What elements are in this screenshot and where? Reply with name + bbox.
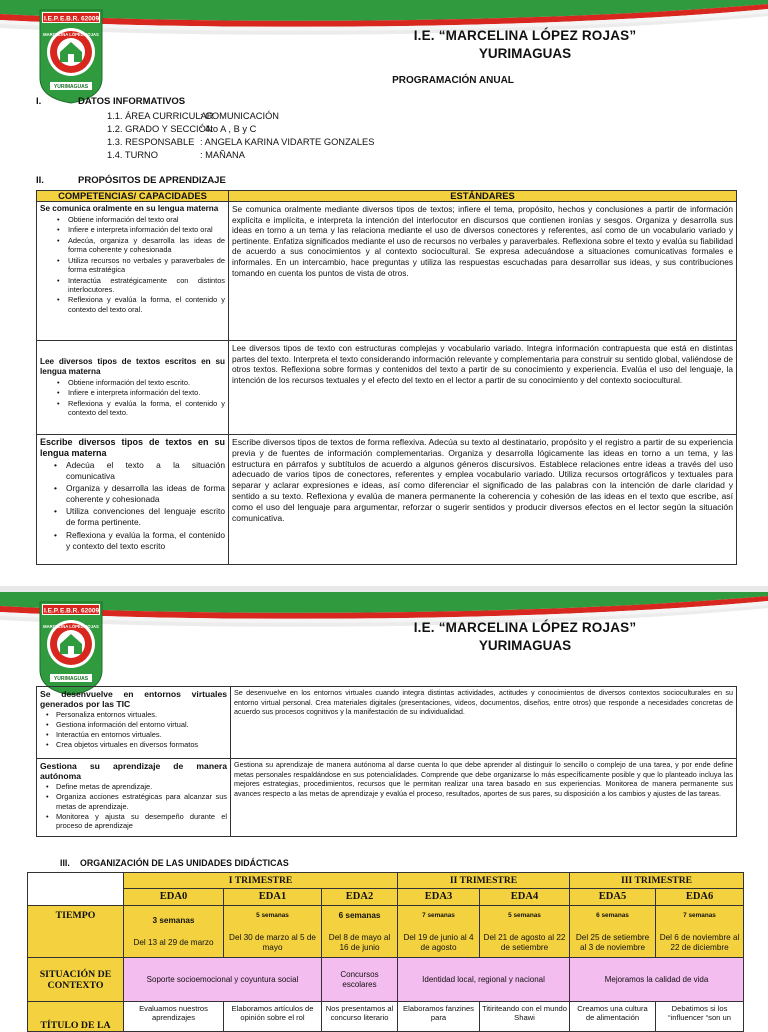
tiempo-cell: 7 semanas Del 6 de noviembre al 22 de diciembre xyxy=(656,906,744,958)
info-value: : MAÑANA xyxy=(200,150,245,160)
list-item: • Organiza acciones estratégicas para alcanzar sus metas de aprendizaje. xyxy=(46,792,227,811)
titulo-cell: Elaboramos artículos de opinión sobre el rol xyxy=(224,1002,322,1032)
tiempo-cell: 5 semanas Del 30 de marzo al 5 de mayo xyxy=(224,906,322,958)
competencias-table-continued xyxy=(36,686,737,837)
tiempo-cell: 6 semanas Del 8 de mayo al 16 de junio xyxy=(322,906,398,958)
estandar-cell: Se comunica oralmente mediante diversos tipos de textos; infiere el tema, propósito, hechos y conclusiones a partir de información explícita e implícita, e interpreta la intención del interlocutor en discursos que contienen ironías y sesgos. Organiza y desarrolla sus ideas en torno a un tema y las relaciona mediante el uso de diversos conectores y referentes, así como de un vocabulario variado y pertinente. Enfatiza significados mediante el uso de recursos no verbales y paraverbales. Reflexiona sobre el texto y evalúa su fiabilidad de acuerdo a sus conocimientos y al contexto sociocultural. Se expresa adecuándose a situaciones comunicativas formales e informales. En un intercambio, hace preguntas y utiliza las respuestas escuchadas para desarrollar sus ideas, y sus contribuciones tomando en cuenta los puntos de vista de otros. xyxy=(229,202,737,341)
svg-text:E.B.R.: E.B.R. xyxy=(60,607,80,615)
estandar-cell: Lee diversos tipos de texto con estructuras complejas y vocabulario variado. Integra información contrapuesta que está en distintas partes del texto. Interpreta el texto considerando información relevante y complementaria para construir su sentido global, valiéndose de otros textos. Reflexiona sobre formas y contenidos del texto a partir de su conocimiento y experiencia. Evalúa el uso del lenguaje, la intención de los recursos textuales y el efecto del texto en el lector a partir de su conocimiento y del contexto sociocultural. xyxy=(229,341,737,435)
list-item: • Monitorea y ajusta su desempeño durante el proceso de aprendizaje xyxy=(46,811,227,830)
situacion-cell: Mejoramos la calidad de vida xyxy=(570,958,744,1002)
tiempo-cell: 5 semanas Del 21 de agosto al 22 de setiembre xyxy=(480,906,570,958)
tiempo-cell: 3 semanas Del 13 al 29 de marzo xyxy=(124,906,224,958)
section-number: II. xyxy=(36,175,44,186)
eda-header: EDA3 xyxy=(398,889,480,906)
table-row xyxy=(37,759,737,837)
tiempo-cell: 6 semanas Del 25 de setiembre al 3 de noviembre xyxy=(570,906,656,958)
info-value: : COMUNICACIÓN xyxy=(200,111,280,121)
situacion-cell: Identidad local, regional y nacional xyxy=(398,958,570,1002)
eda-header: EDA2 xyxy=(322,889,398,906)
list-item: • Utiliza convenciones del lenguaje escrito de forma pertinente. xyxy=(54,506,225,528)
trimestre-header: I TRIMESTRE xyxy=(124,873,398,889)
table-row xyxy=(37,341,737,435)
row-label-tiempo: TIEMPO xyxy=(28,906,124,958)
header-estandares: ESTÁNDARES xyxy=(229,191,737,202)
svg-text:MARCELINA LÓPEZ ROJAS: MARCELINA LÓPEZ ROJAS xyxy=(43,32,99,37)
svg-text:MARCELINA LÓPEZ ROJAS: MARCELINA LÓPEZ ROJAS xyxy=(43,624,99,629)
list-item: • Reflexiona y evalúa la forma, el contenido y contexto del texto oral. xyxy=(57,295,225,314)
info-value: : ANGELA KARINA VIDARTE GONZALES xyxy=(200,137,375,147)
competencia-title: Se desenvuelve en entornos virtuales generados por las TIC xyxy=(40,689,227,709)
table-row xyxy=(37,435,737,565)
capacidades-list xyxy=(40,782,227,831)
titulo-cell: Evaluamos nuestros aprendizajes xyxy=(124,1002,224,1032)
section-number: I. xyxy=(36,96,42,107)
list-item: • Organiza y desarrolla las ideas de forma coherente y cohesionada xyxy=(54,483,225,505)
section-number: III. xyxy=(60,858,70,868)
unidades-table xyxy=(27,872,744,1032)
list-item: • Infiere e interpreta información del texto oral xyxy=(57,225,213,235)
school-city: YURIMAGUAS xyxy=(478,46,572,61)
trimestre-header: II TRIMESTRE xyxy=(398,873,570,889)
capacidades-list xyxy=(40,710,227,750)
tiempo-cell: 7 semanas Del 19 de junio al 4 de agosto xyxy=(398,906,480,958)
section-title: DATOS INFORMATIVOS xyxy=(78,96,186,107)
section-title: ORGANIZACIÓN DE LAS UNIDADES DIDÁCTICAS xyxy=(80,858,289,868)
list-item: • Personaliza entornos virtuales. xyxy=(46,710,158,719)
situacion-cell: Soporte socioemocional y coyuntura social xyxy=(124,958,322,1002)
list-item: • Obtiene información del texto oral xyxy=(57,215,179,224)
info-label: 1.1. ÁREA CURRICULAR xyxy=(107,111,214,121)
list-item: • Adecúa, organiza y desarrolla las ideas de forma coherente y cohesionada xyxy=(57,235,225,255)
competencia-cell xyxy=(37,202,229,341)
competencia-title: Se comunica oralmente en su lengua materna xyxy=(40,204,219,213)
list-item: • Infiere e interpreta información del texto. xyxy=(57,388,201,398)
info-label: 1.3. RESPONSABLE xyxy=(107,137,195,147)
competencia-cell xyxy=(37,435,229,565)
estandar-cell: Gestiona su aprendizaje de manera autónoma al darse cuenta lo que debe aprender al distinguir lo sencillo o complejo de una tarea, y por ende define metas personales respaldándose en sus potencialidades. Comprende que debe organizarse lo más específicamente posible y que lo planteado incluya las mejores estrategias, procedimientos, recursos que le permitan realizar una tarea basado en sus experiencias. Monitorea de manera permanente sus avances respecto a las metas de aprendizaje y evalúa el proceso, resultados, aportes de sus pares, su disposición a los cambios y ajustes de las tareas. xyxy=(231,759,737,837)
document-title: PROGRAMACIÓN ANUAL xyxy=(392,75,514,86)
svg-text:YURIMAGUAS: YURIMAGUAS xyxy=(53,676,89,682)
school-city: YURIMAGUAS xyxy=(478,638,572,653)
situacion-cell: Concursos escolares xyxy=(322,958,398,1002)
table-row xyxy=(37,202,737,341)
svg-text:YURIMAGUAS: YURIMAGUAS xyxy=(53,84,89,90)
titulo-cell: Titiriteando con el mundo Shawi xyxy=(480,1002,570,1032)
school-crest-logo xyxy=(38,600,104,696)
competencia-cell xyxy=(37,687,231,759)
titulo-cell: Elaboramos fanzines para xyxy=(398,1002,480,1032)
competencia-title: Escribe diversos tipos de textos en su lengua materna xyxy=(40,437,225,458)
trimestre-header: III TRIMESTRE xyxy=(570,873,744,889)
list-item: • Obtiene información del texto escrito. xyxy=(57,377,191,387)
eda-header: EDA1 xyxy=(224,889,322,906)
row-label-titulo: TÍTULO DE LA xyxy=(28,1002,124,1032)
capacidades-list xyxy=(40,460,225,552)
list-item: • Gestiona información del entorno virtual. xyxy=(46,720,189,729)
corner-cell xyxy=(28,873,124,906)
titulo-cell: Creamos una cultura de alimentación xyxy=(570,1002,656,1032)
document-page-2 xyxy=(0,592,768,1031)
estandar-cell: Se desenvuelve en los entornos virtuales cuando integra distintas actividades, actitudes y conocimientos de diversos contextos socioculturales en su entorno virtual personal. Crea materiales digitales (presentaciones, videos, documentos, diseños, entre otros) que responde a necesidades concretas de acuerdo sus procesos cognitivos y la manifestación de su individualidad. xyxy=(231,687,737,759)
info-label: 1.4. TURNO xyxy=(107,150,158,160)
list-item: • Define metas de aprendizaje. xyxy=(46,782,153,791)
svg-text:E.B.R.: E.B.R. xyxy=(60,15,80,23)
trimestre-row xyxy=(28,873,744,889)
estandar-cell: Escribe diversos tipos de textos de forma reflexiva. Adecúa su texto al destinatario, propósito y el registro a partir de su experiencia previa y de fuentes de información complementarias. Organiza y desarrolla lógicamente las ideas en torno a un tema, y las estructura en párrafos y subtítulos de acuerdo a algunos géneros discursivos. Establece relaciones entre ideas a través del uso adecuado de varios tipos de conectores, referentes y emplea vocabulario variado. Utiliza recursos ortográficos y textuales para separar y aclarar expresiones e ideas, así como diferenciar el significado de las palabras con la intención de darle claridad y sentido a su texto. Reflexiona y evalúa de manera permanente la coherencia y cohesión de las ideas en el texto que escribe, así como el uso del lenguaje para argumentar, reforzar o sugerir sentidos y producir diversos efectos en el lector según la situación comunicativa. xyxy=(229,435,737,565)
list-item: • Interactúa en entornos virtuales. xyxy=(46,730,162,739)
table-row xyxy=(37,687,737,759)
school-name: I.E. “MARCELINA LÓPEZ ROJAS” xyxy=(413,620,637,635)
list-item: • Reflexiona y evalúa la forma, el contenido y contexto del texto. xyxy=(57,398,225,417)
school-name: I.E. “MARCELINA LÓPEZ ROJAS” xyxy=(413,28,637,43)
section-title: PROPÓSITOS DE APRENDIZAJE xyxy=(78,175,226,186)
school-crest-logo xyxy=(38,8,104,104)
titulo-cell: Debatimos si los “influencer “son un xyxy=(656,1002,744,1032)
capacidades-list xyxy=(40,378,225,418)
titulo-cell: Nos presentamos al concurso literario xyxy=(322,1002,398,1032)
competencia-cell xyxy=(37,341,229,435)
competencia-title: Lee diversos tipos de textos escritos en su lengua materna xyxy=(40,356,225,376)
eda-header: EDA0 xyxy=(124,889,224,906)
header-competencias: COMPETENCIAS/ CAPACIDADES xyxy=(37,191,229,202)
svg-text:I.E.P.: I.E.P. xyxy=(44,607,60,615)
info-value: : 4to A , B y C xyxy=(200,124,257,134)
list-item: • Crea objetos virtuales en diversos formatos xyxy=(46,740,199,749)
competencia-cell xyxy=(37,759,231,837)
svg-text:62009: 62009 xyxy=(81,15,100,23)
situacion-row xyxy=(28,958,744,1002)
eda-header: EDA6 xyxy=(656,889,744,906)
competencias-table xyxy=(36,190,737,565)
table-header-row xyxy=(37,191,737,202)
titulo-row xyxy=(28,1002,744,1032)
svg-text:I.E.P.: I.E.P. xyxy=(44,15,60,23)
list-item: • Interactúa estratégicamente con distintos interlocutores. xyxy=(57,275,225,294)
tiempo-row xyxy=(28,906,744,958)
eda-header: EDA5 xyxy=(570,889,656,906)
eda-row xyxy=(28,889,744,906)
row-label-situacion: SITUACIÓN DE CONTEXTO xyxy=(28,958,124,1002)
capacidades-list xyxy=(40,215,225,314)
list-item: • Adecúa el texto a la situación comunicativa xyxy=(54,460,225,481)
list-item: • Utiliza recursos no verbales y paraverbales de forma estratégica xyxy=(57,255,225,275)
eda-header: EDA4 xyxy=(480,889,570,906)
list-item: • Reflexiona y evalúa la forma, el contenido y contexto del texto escrito xyxy=(54,529,225,551)
info-label: 1.2. GRADO Y SECCIÓN xyxy=(107,124,213,134)
competencia-title: Gestiona su aprendizaje de manera autónoma xyxy=(40,761,227,781)
svg-text:62009: 62009 xyxy=(81,607,100,615)
